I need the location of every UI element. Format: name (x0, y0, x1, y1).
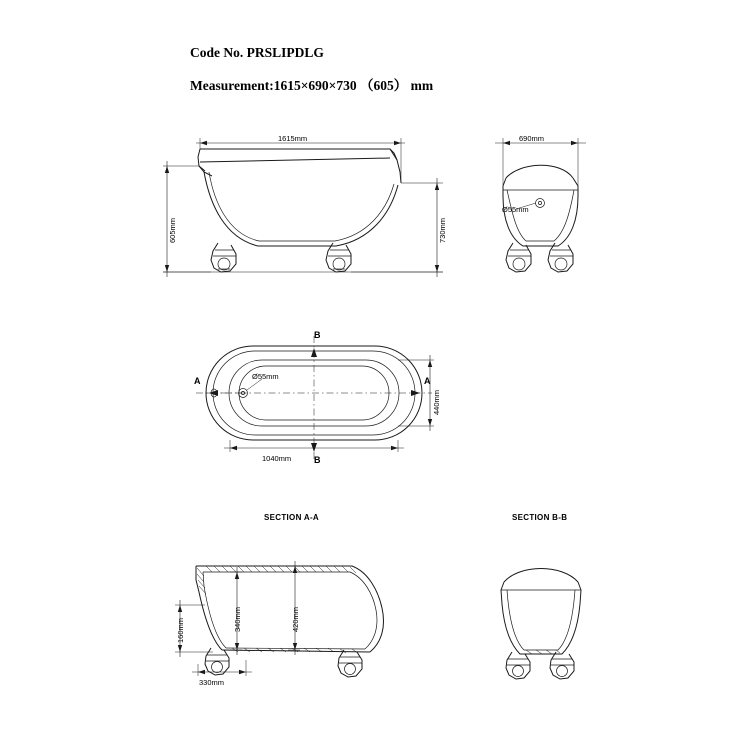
marker-b-top: B (314, 330, 321, 340)
section-bb-geometry (501, 569, 581, 680)
dim-end-drain: Ø55mm (502, 205, 529, 214)
dim-end-width: 690mm (519, 134, 545, 143)
end-elevation-geometry (495, 138, 586, 272)
dim-side-length: 1615mm (278, 134, 308, 143)
side-elevation-geometry (163, 138, 443, 277)
dim-plan-drain: Ø55mm (252, 372, 279, 381)
claw-foot-left (211, 243, 236, 272)
dim-side-height-right: 730mm (438, 217, 447, 243)
claw-foot-end-left (506, 243, 531, 272)
dim-sec-depth-340: 340mm (233, 606, 242, 632)
section-aa-title: SECTION A-A (264, 513, 320, 522)
dim-sec-depth-420: 420mm (291, 606, 300, 632)
dim-plan-inner-length: 1040mm (262, 454, 292, 463)
page-title-code: Code No. PRSLIPDLG (190, 45, 324, 60)
section-claw-foot-right (338, 650, 362, 677)
marker-a-left: A (194, 376, 201, 386)
dim-sec-foot-330: 330mm (199, 678, 225, 687)
section-aa-geometry (175, 561, 384, 677)
plan-view-geometry (196, 336, 434, 462)
dim-plan-inner-width: 440mm (432, 389, 441, 415)
section-bb-title: SECTION B-B (512, 513, 568, 522)
dim-sec-depth-160: 160mm (176, 617, 185, 643)
section-bb-claw-foot-right (550, 652, 574, 679)
claw-foot-end-right (548, 243, 573, 272)
dim-side-height-left: 605mm (168, 217, 177, 243)
section-bb-claw-foot-left (506, 652, 530, 679)
page-title-measurement: Measurement:1615×690×730 （605） mm (190, 78, 434, 93)
marker-b-bottom: B (314, 455, 321, 465)
marker-a-right: A (424, 376, 431, 386)
claw-foot-right (326, 243, 351, 272)
